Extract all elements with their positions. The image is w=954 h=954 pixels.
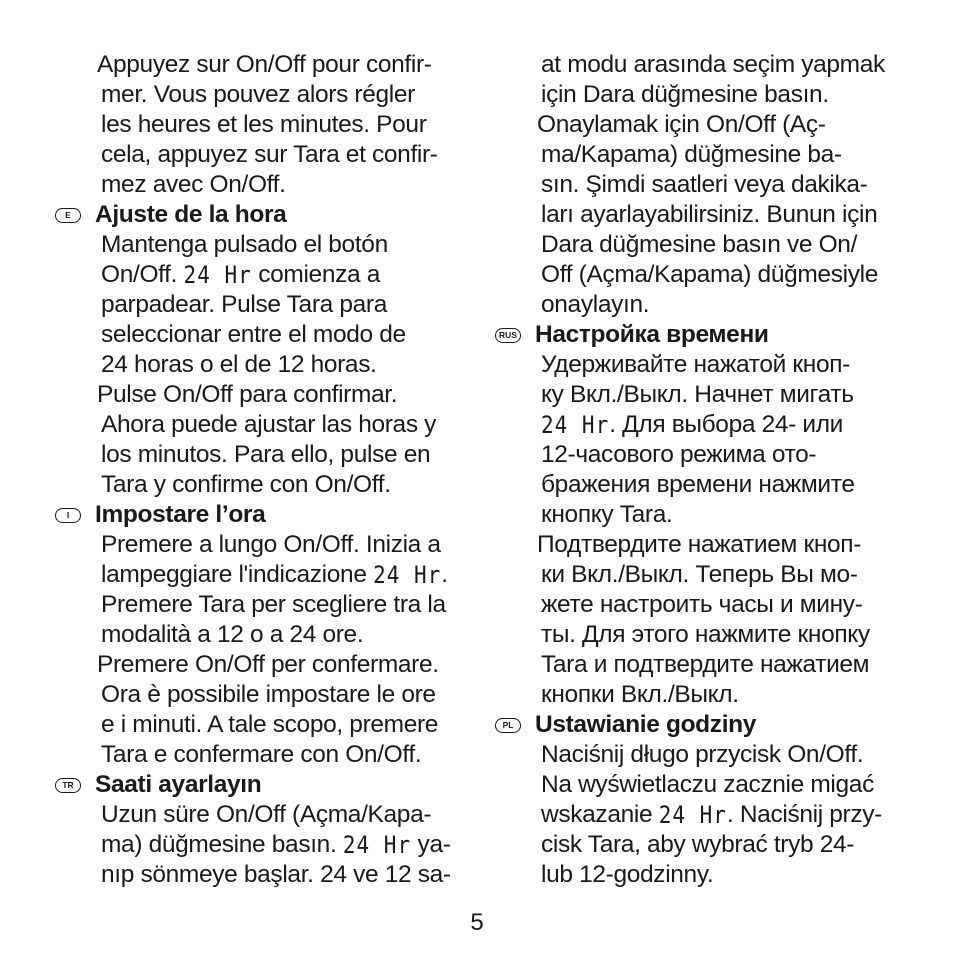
section-heading-text: Настройка времени xyxy=(535,321,769,348)
text-line: Premere a lungo On/Off. Inizia a xyxy=(101,531,441,558)
text-fragment: . Для выбора 24- или xyxy=(609,411,844,438)
display-24hr-indicator: 24 Hr xyxy=(658,801,727,829)
text-fragment: On/Off. xyxy=(101,261,184,288)
text-fragment: ya- xyxy=(411,831,451,858)
text-line: Tara и подтвердите нажатием xyxy=(541,651,870,678)
text-line xyxy=(55,830,470,860)
text-line: les heures et les minutes. Pour xyxy=(101,111,427,138)
text-line: için Dara düğmesine basın. xyxy=(541,81,829,108)
section-heading-text: Impostare l’ora xyxy=(95,501,266,528)
text-line: кнопки Вкл./Выкл. xyxy=(541,681,739,708)
section-heading xyxy=(55,500,470,530)
text-line: parpadear. Pulse Tara para xyxy=(101,291,388,318)
text-line: Dara düğmesine basın ve On/ xyxy=(541,231,858,258)
section-heading xyxy=(55,770,470,800)
section-heading-text: Saati ayarlayın xyxy=(95,771,262,798)
text-line: жете настроить часы и мину- xyxy=(541,591,863,618)
text-line: e i minuti. A tale scopo, premere xyxy=(101,711,439,738)
display-24hr-indicator: 24 Hr xyxy=(342,831,412,859)
text-line xyxy=(55,260,470,290)
right-column xyxy=(495,50,915,890)
text-line: 24 horas o el de 12 horas. xyxy=(101,351,377,378)
text-line: at modu arasında seçim yapmak xyxy=(541,51,885,78)
text-line: lub 12-godzinny. xyxy=(541,861,714,888)
text-fragment: . Naciśnij przy- xyxy=(726,801,882,828)
section-heading xyxy=(495,320,915,350)
language-flag-icon: E xyxy=(55,208,81,223)
section-heading xyxy=(55,200,470,230)
section-heading-text: Ustawianie godziny xyxy=(535,711,757,738)
text-line: los minutos. Para ello, pulse en xyxy=(101,441,431,468)
language-flag-icon: RUS xyxy=(495,328,521,343)
text-line: seleccionar entre el modo de xyxy=(101,321,406,348)
text-line: кнопку Tara. xyxy=(541,501,673,528)
section-heading xyxy=(495,710,915,740)
text-line: mer. Vous pouvez alors régler xyxy=(101,81,415,108)
text-line: ты. Для этого нажмите кнопку xyxy=(541,621,870,648)
text-line: Tara e confermare con On/Off. xyxy=(101,741,422,768)
text-line: ки Вкл./Выкл. Теперь Вы мо- xyxy=(541,561,858,588)
text-fragment: . xyxy=(441,561,448,588)
language-flag-icon: TR xyxy=(55,778,81,793)
page-number: 5 xyxy=(470,909,484,936)
text-line: Ora è possibile impostare le ore xyxy=(101,681,436,708)
text-fragment: ma) düğmesine basın. xyxy=(101,831,343,858)
text-line: Pulse On/Off para confirmar. xyxy=(97,381,398,408)
text-line: Premere Tara per scegliere tra la xyxy=(101,591,446,618)
text-line: бражения времени нажмите xyxy=(541,471,855,498)
text-line: Подтвердите нажатием кноп- xyxy=(537,531,862,558)
text-line: cela, appuyez sur Tara et confir- xyxy=(101,141,438,168)
text-line xyxy=(495,410,915,440)
text-line xyxy=(55,560,470,590)
text-line: Naciśnij długo przycisk On/Off. xyxy=(541,741,864,768)
text-line: sın. Şimdi saatleri veya dakika- xyxy=(541,171,868,198)
text-fragment: comienza a xyxy=(251,261,381,288)
text-line: Mantenga pulsado el botón xyxy=(101,231,388,258)
text-line: onaylayın. xyxy=(541,291,650,318)
text-line: modalità a 12 o a 24 ore. xyxy=(101,621,364,648)
display-24hr-indicator: 24 Hr xyxy=(183,261,252,289)
text-line: Onaylamak için On/Off (Aç- xyxy=(537,111,826,138)
text-line: Appuyez sur On/Off pour confir- xyxy=(97,51,432,78)
text-line: ları ayarlayabilirsiniz. Bunun için xyxy=(541,201,878,228)
text-line: nıp sönmeye başlar. 24 ve 12 sa- xyxy=(101,861,451,888)
text-fragment: lampeggiare l'indicazione xyxy=(101,561,374,588)
text-line: Off (Açma/Kapama) düğmesiyle xyxy=(541,261,878,288)
section-heading-text: Ajuste de la hora xyxy=(95,201,287,228)
text-line: Удерживайте нажатой кноп- xyxy=(541,351,850,378)
text-line: Premere On/Off per confermare. xyxy=(97,651,439,678)
display-24hr-indicator: 24 Hr xyxy=(373,561,442,589)
text-line: ку Вкл./Выкл. Начнет мигать xyxy=(541,381,854,408)
text-line: Na wyświetlaczu zacznie migać xyxy=(541,771,874,798)
text-line: Uzun süre On/Off (Açma/Kapa- xyxy=(101,801,432,828)
left-column xyxy=(55,50,470,890)
text-line: Tara y confirme con On/Off. xyxy=(101,471,391,498)
text-line: cisk Tara, aby wybrać tryb 24- xyxy=(541,831,855,858)
text-line: mez avec On/Off. xyxy=(101,171,286,198)
text-fragment: wskazanie xyxy=(541,801,659,828)
display-24hr-indicator: 24 Hr xyxy=(541,411,610,439)
language-flag-icon: PL xyxy=(495,718,521,733)
language-flag-icon: I xyxy=(55,508,81,523)
text-line: 12-часового режима ото- xyxy=(541,441,817,468)
text-line: ma/Kapama) düğmesine ba- xyxy=(541,141,842,168)
text-line xyxy=(495,800,915,830)
text-line: Ahora puede ajustar las horas y xyxy=(101,411,437,438)
